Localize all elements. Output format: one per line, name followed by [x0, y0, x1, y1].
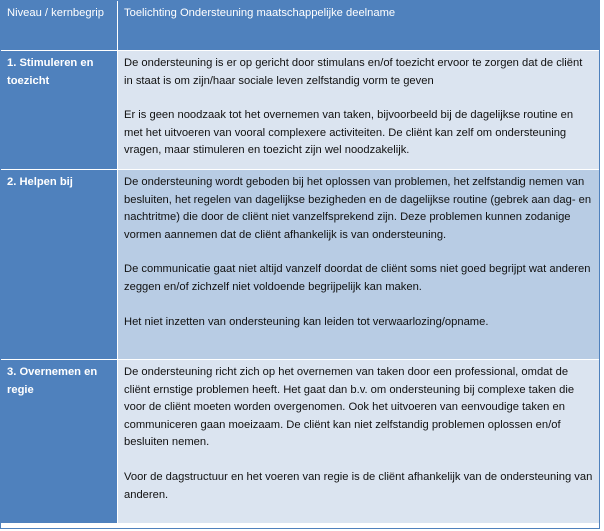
header-explanation: Toelichting Ondersteuning maatschappelijke deelname — [118, 1, 601, 51]
description-paragraph: De ondersteuning wordt geboden bij het oplossen van problemen, het zelfstandig nemen van besluiten, het regelen van dagelijkse bezigheden en de dagelijkse routine (gebrek aan dag- en nachtritme) die door de cliënt niet vanzelfsprekend zijn. Deze problemen kunnen zodanige vormen aannemen dat de cliënt afhankelijk is van ondersteuning. — [124, 176, 592, 241]
description-paragraph: Er is geen noodzaak tot het overnemen van taken, bijvoorbeeld bij de dagelijkse routine en met het uitvoeren van vooral complexere activiteiten. De cliënt kan zelf om ondersteuning vragen, maar stimuleren en toezicht zijn wel noodzakelijk. — [124, 109, 574, 157]
level-description — [118, 170, 601, 360]
table-row — [1, 360, 601, 524]
level-label: 3. Overnemen en regie — [1, 360, 118, 524]
description-paragraph: De communicatie gaat niet altijd vanzelf doordat de cliënt soms niet goed begrijpt wat anderen zeggen en/of zichzelf niet voldoende begrijpelijk kan maken. — [124, 263, 591, 293]
description-paragraph: De ondersteuning richt zich op het overnemen van taken door een professional, omdat de cliënt ernstige problemen heeft. Het gaat dan b.v. om ondersteuning bij complexe taken die voor de cliënt moeten worden overgenomen. Ook het uitvoeren van eenvoudige taken en communiceren gaan moeizaam. De cliënt kan niet zelfstandig problemen oplossen en/of besluiten nemen. — [124, 366, 575, 449]
level-label: 1. Stimuleren en toezicht — [1, 51, 118, 170]
description-paragraph: Het niet inzetten van ondersteuning kan leiden tot verwaarlozing/opname. — [124, 315, 489, 328]
level-label: 2. Helpen bij — [1, 170, 118, 360]
description-paragraph: Voor de dagstructuur en het voeren van regie is de cliënt afhankelijk van de ondersteuning van anderen. — [124, 470, 593, 501]
level-description — [118, 51, 601, 170]
header-level: Niveau / kernbegrip — [1, 1, 118, 51]
level-description — [118, 360, 601, 524]
table-row — [1, 170, 601, 360]
header-row — [1, 1, 601, 51]
description-paragraph: De ondersteuning is er op gericht door stimulans en/of toezicht ervoor te zorgen dat de cliënt in staat is om zijn/haar sociale leven zelfstandig vorm te geven — [124, 57, 583, 87]
table-row — [1, 51, 601, 170]
